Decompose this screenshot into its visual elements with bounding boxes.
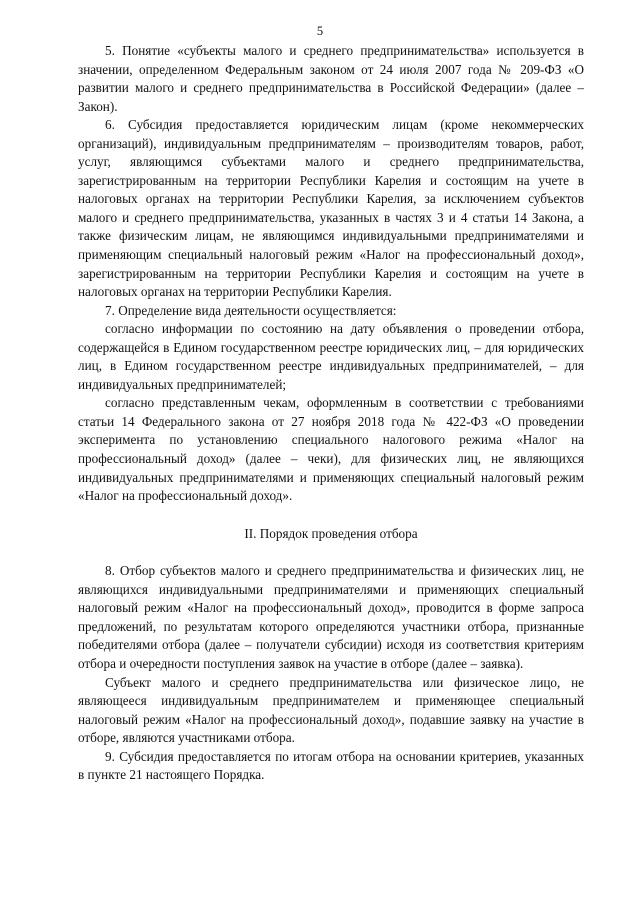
section-heading: II. Порядок проведения отбора (244, 525, 418, 541)
paragraph-8: 8. Отбор субъектов малого и среднего предпринимательства и физических лиц, не являющихся индивидуальными предпринимателями и применяющих специальный налоговый режим «Налог на профессиональный доход», проводится в форме запроса предложений, по результатам которого определяются участники отбора, признанные победителями отбора (далее – получатели субсидии) исходя из соответствия критериям отбора и очередности поступления заявок на участие в отборе (далее – заявка). (78, 563, 584, 671)
paragraph-8-continued: Субъект малого и среднего предпринимательства или физическое лицо, не являющееся индивидуальным предпринимателем и применяющее специальный налоговый режим «Налог на профессиональный доход», подавшие заявку на участие в отборе, являются участниками отбора. (78, 674, 584, 746)
paragraph-6: 6. Субсидия предоставляется юридическим лицам (кроме некоммерческих организаций), индивидуальным предпринимателям – производителям товаров, работ, услуг, являющимся субъектами малого и среднего предпринимательства, зарегистрированным на территории Республики Карелия и состоящим на учете в налоговых органах на территории Республики Карелия, за исключением субъектов малого и среднего предпринимательства, указанных в частях 3 и 4 статьи 14 Закона, а также физическим лицам, не являющимся индивидуальными предпринимателями и применяющим специальный налоговый режим «Налог на профессиональный доход», зарегистрированным на территории Республики Карелия и состоящим на учете в налоговых органах на территории Республики Карелия. (78, 117, 584, 300)
paragraph-7: 7. Определение вида деятельности осуществляется: (105, 302, 397, 318)
paragraph-9: 9. Субсидия предоставляется по итогам отбора на основании критериев, указанных в пункте 21 настоящего Порядка. (78, 748, 584, 783)
page-number: 5 (316, 24, 324, 38)
paragraph-7-item-2: согласно представленным чекам, оформленным в соответствии с требованиями статьи 14 Федерального закона от 27 ноября 2018 года № 422-ФЗ «О проведении эксперимента по установлению специального налогового режима «Налог на профессиональный доход» (далее – чеки), для физических лиц, не являющихся индивидуальных предпринимателями и применяющих специальный налоговый режим «Налог на профессиональный доход». (78, 395, 584, 504)
paragraph-5: 5. Понятие «субъекты малого и среднего предпринимательства» используется в значении, определенном Федеральным законом от 24 июля 2007 года № 209-ФЗ «О развитии малого и среднего предпринимательства в Российской Федерации» (далее – Закон). (78, 43, 584, 114)
paragraph-7-item-1: согласно информации по состоянию на дату объявления о проведении отбора, содержащейся в Едином государственном реестре юридических лиц, – для юридических лиц, в Едином государственном реестре индивидуальных предпринимателей, – для индивидуальных предпринимателей; (78, 321, 584, 392)
document-body (78, 42, 584, 785)
